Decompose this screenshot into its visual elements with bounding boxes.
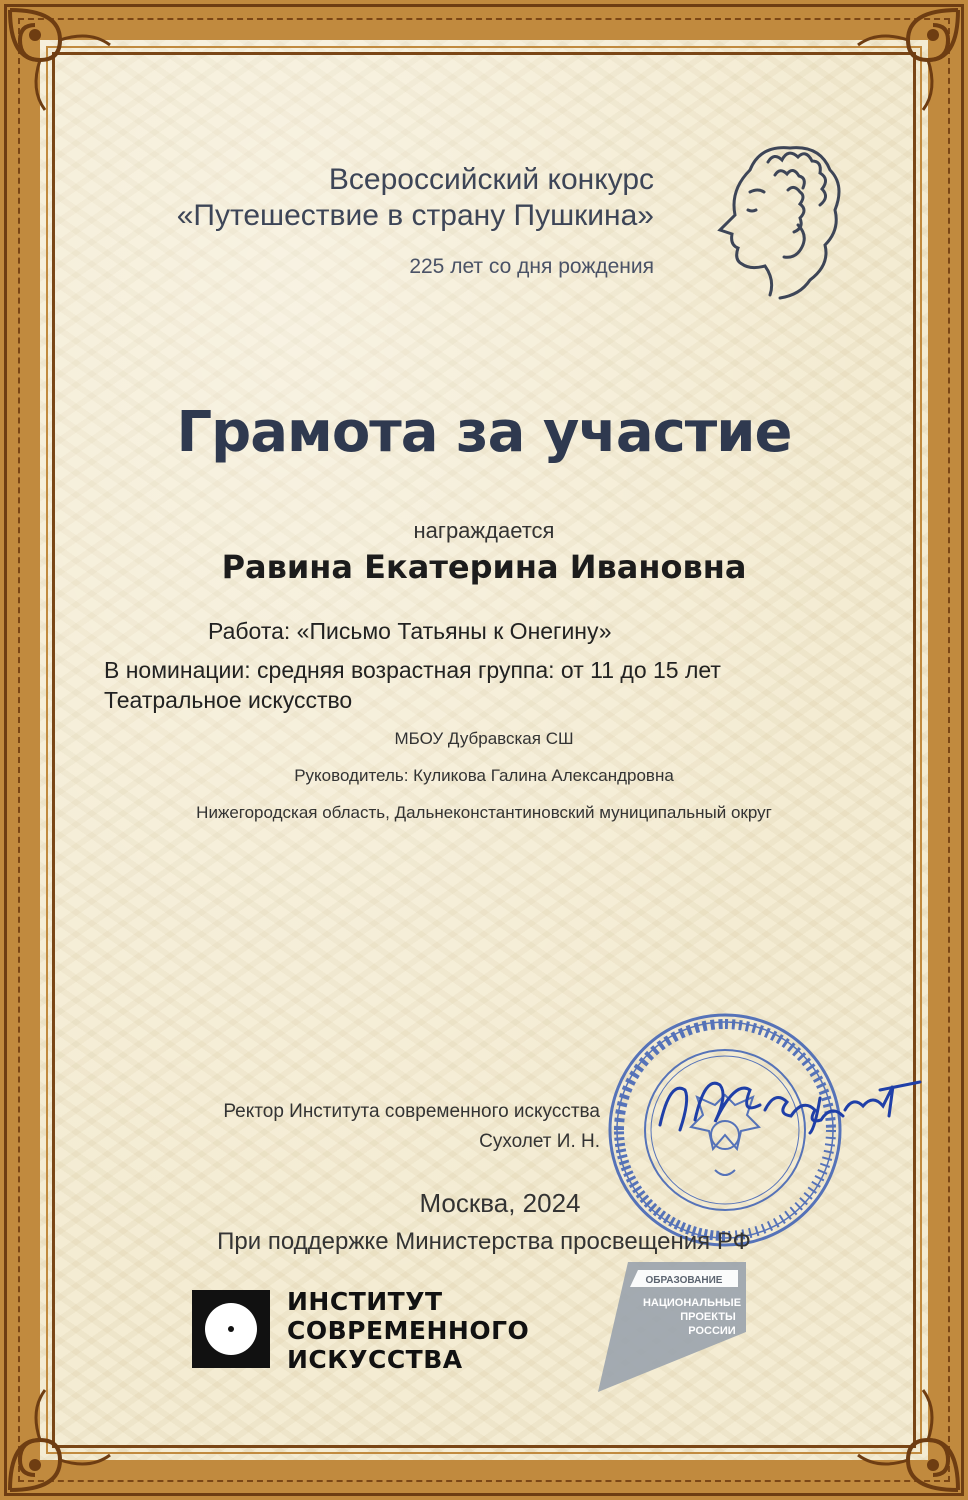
recipient-name: Равина Екатерина Ивановна	[221, 548, 747, 586]
institute-name	[287, 1287, 529, 1374]
signatory-name: Сухолет И. Н.	[479, 1131, 600, 1152]
certificate-title: Грамота за участие	[176, 400, 792, 465]
city-year: Москва, 2024	[419, 1188, 581, 1218]
nomination-line1: В номинации: средняя возрастная группа: от 11 до 15 лет	[104, 657, 721, 683]
contest-title-line2: «Путешествие в страну Пушкина»	[176, 199, 654, 232]
signature-icon	[640, 1060, 930, 1150]
national-projects-logo-icon	[598, 1262, 746, 1392]
np-logo-line2: ПРОЕКТЫ	[680, 1311, 736, 1323]
contest-title	[60, 162, 654, 234]
institute-line3: ИСКУССТВА	[287, 1345, 463, 1374]
support-note: При поддержке Министерства просвещения РФ	[217, 1228, 751, 1255]
institute-line2: СОВРЕМЕННОГО	[287, 1316, 530, 1345]
np-logo-line1: НАЦИОНАЛЬНЫЕ	[642, 1297, 742, 1309]
contest-title-line1: Всероссийский конкурс	[328, 163, 654, 196]
signatory-position: Ректор Института современного искусства	[223, 1101, 600, 1122]
corner-ornament-icon	[0, 1380, 120, 1500]
region: Нижегородская область, Дальнеконстантиновский муниципальный округ	[196, 803, 772, 822]
school-name: МБОУ Дубравская СШ	[394, 729, 574, 748]
institute-logo-icon	[192, 1290, 270, 1368]
pushkin-portrait-icon	[680, 130, 860, 310]
nomination-line2: Театральное искусство	[104, 687, 353, 713]
nomination	[104, 655, 884, 715]
np-logo-top: ОБРАЗОВАНИЕ	[645, 1275, 723, 1286]
institute-line1: ИНСТИТУТ	[287, 1287, 443, 1316]
work-title: Работа: «Письмо Татьяны к Онегину»	[208, 618, 612, 644]
corner-ornament-icon	[0, 0, 120, 120]
supervisor: Руководитель: Куликова Галина Александровна	[294, 766, 674, 785]
signatory-block	[150, 1097, 600, 1157]
awarded-label: награждается	[413, 518, 555, 543]
corner-ornament-icon	[848, 0, 968, 120]
anniversary-subtitle: 225 лет со дня рождения	[409, 255, 654, 278]
np-logo-line3: РОССИИ	[688, 1325, 736, 1337]
corner-ornament-icon	[848, 1380, 968, 1500]
